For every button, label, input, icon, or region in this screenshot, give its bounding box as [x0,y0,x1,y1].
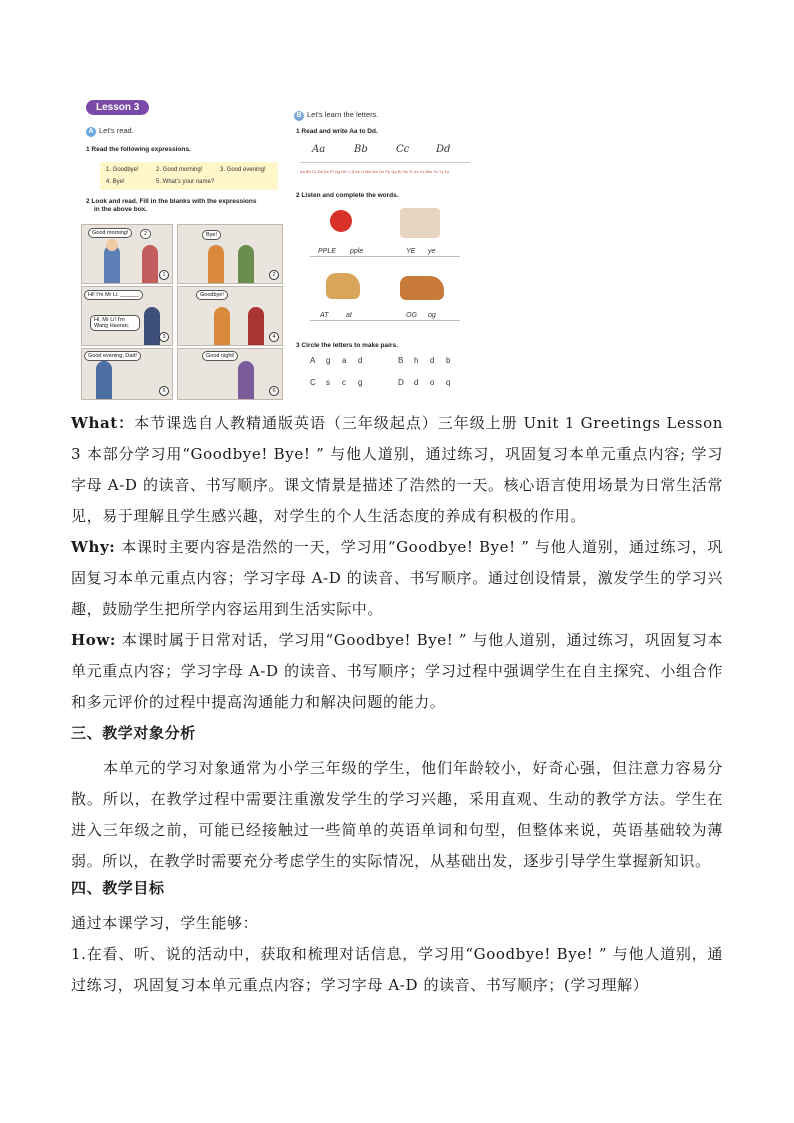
word-line-1: PPLE pple YE ye [310,244,460,257]
comic-panel-2: Bye! 2 [177,224,283,284]
task-a2: 2 Look and read. Fill in the blanks with the expressions in the above box. [86,198,257,213]
task-b3: 3 Circle the letters to make pairs. [296,342,398,349]
figure [248,307,264,345]
figure [96,361,112,399]
section3-paragraph: 本单元的学习对象通常为小学三年级的学生，他们年龄较小，好奇心强，但注意力容易分散。所以，在教学过程中需要注重激发学生的学习兴趣，采用直观、生动的教学方法。学生在进入三年级之前，可能已经接触过一些简单的英语单词和句型，但整体来说，英语基础较为薄弱。所以，在教学时需要充分考虑学生的实际情况，从基础出发，逐步引导学生掌握新知识。 [71,759,723,870]
why-label: Why: [71,538,122,556]
cat-icon [326,273,360,299]
textbook-page-image [78,98,478,398]
figure [238,361,254,399]
how-paragraph: How: 本课时属于日常对话，学习用“Goodbye! Bye! ” 与他人道别，通过练习，巩固复习本单元重点内容；学习字母 A-D 的读音、书写顺序；学习过程中强调学生在自主探究、小组合作和多元评价的过程中提高沟通能力和解决问题的能力。 [71,631,723,711]
figure [238,245,254,283]
task-b1: 1 Read and write Aa to Dd. [296,128,378,135]
why-paragraph: Why: 本课时主要内容是浩然的一天，学习用“Goodbye! Bye! ” 与他人道别，通过练习，巩固复习本单元重点内容；学习字母 A-D 的读音、书写顺序。通过创设情景，激发学生的学习兴趣，鼓励学生把所学内容运用到生活实际中。 [71,538,723,618]
comic-panel-6: Good night! 6 [177,348,283,400]
task-b2: 2 Listen and complete the words. [296,192,399,199]
figure [214,307,230,345]
section-a-title: A Let's read. [86,126,134,137]
what-label: What： [71,414,135,432]
lesson-label: Lesson 3 [86,100,149,115]
figure [144,307,160,345]
dog-icon [400,276,444,300]
section-b-title: B Let's learn the letters. [294,110,378,121]
expressions-box: 1. Goodbye! 2. Good morning! 3. Good evening! 4. Bye! 5. What's your name? [100,162,278,190]
task-a1: 1 Read the following expressions. [86,146,191,153]
comic-panel-5: Good evening, Dad! 5 [81,348,173,400]
section-b [290,98,480,398]
section3-heading: 三、教学对象分析 [71,724,196,742]
comic-panel-3: Hi! I'm Mr Li. ______ Hi, Mr Li! I'm Wang Haoran. 3 [81,286,173,346]
alphabet-strip: Aa Bb Cc Dd Ee Ff Gg Hh Ii Jj Kk Ll Mm Nn Oo Pp Qq Rr Ss Tt Uu Vv Ww Xx Yy Zz [300,170,450,174]
section-a [78,98,283,398]
figure [208,245,224,283]
section4-intro: 通过本课学习，学生能够： [71,914,259,932]
apple-icon [330,210,352,232]
how-label: How: [71,631,122,649]
letters-writing-row: Aa Bb Cc Dd [300,142,470,163]
letter-pairs: A g a d B h d b C s c g D d o q [310,356,451,387]
figure [142,245,158,283]
comic-panel-4: Goodbye! 4 [177,286,283,346]
goal-1: 1.在看、听、说的活动中，获取和梳理对话信息，学习用“Goodbye! Bye! ” 与他人道别，通过练习，巩固复习本单元重点内容；学习字母 A-D 的读音、书写顺序；(学习理解） [71,945,723,994]
what-paragraph: What：本节课选自人教精通版英语（三年级起点）三年级上册 Unit 1 Greetings Lesson 3 本部分学习用“Goodbye! Bye! ” 与他人道别，通过练习，巩固复习本单元重点内容; 学习字母 A-D 的读音、书写顺序。课文情景是描述了浩然的一天。核心语言使用场景为日常生活常见，易于理解且学生感兴趣，对学生的个人生活态度的养成有积极的作用。 [71,414,723,525]
comic-panel-1: Good morning! 2 1 [81,224,173,284]
section4-heading: 四、教学目标 [71,879,165,897]
children-picture [400,208,440,238]
word-line-2: AT at OG og [310,308,460,321]
